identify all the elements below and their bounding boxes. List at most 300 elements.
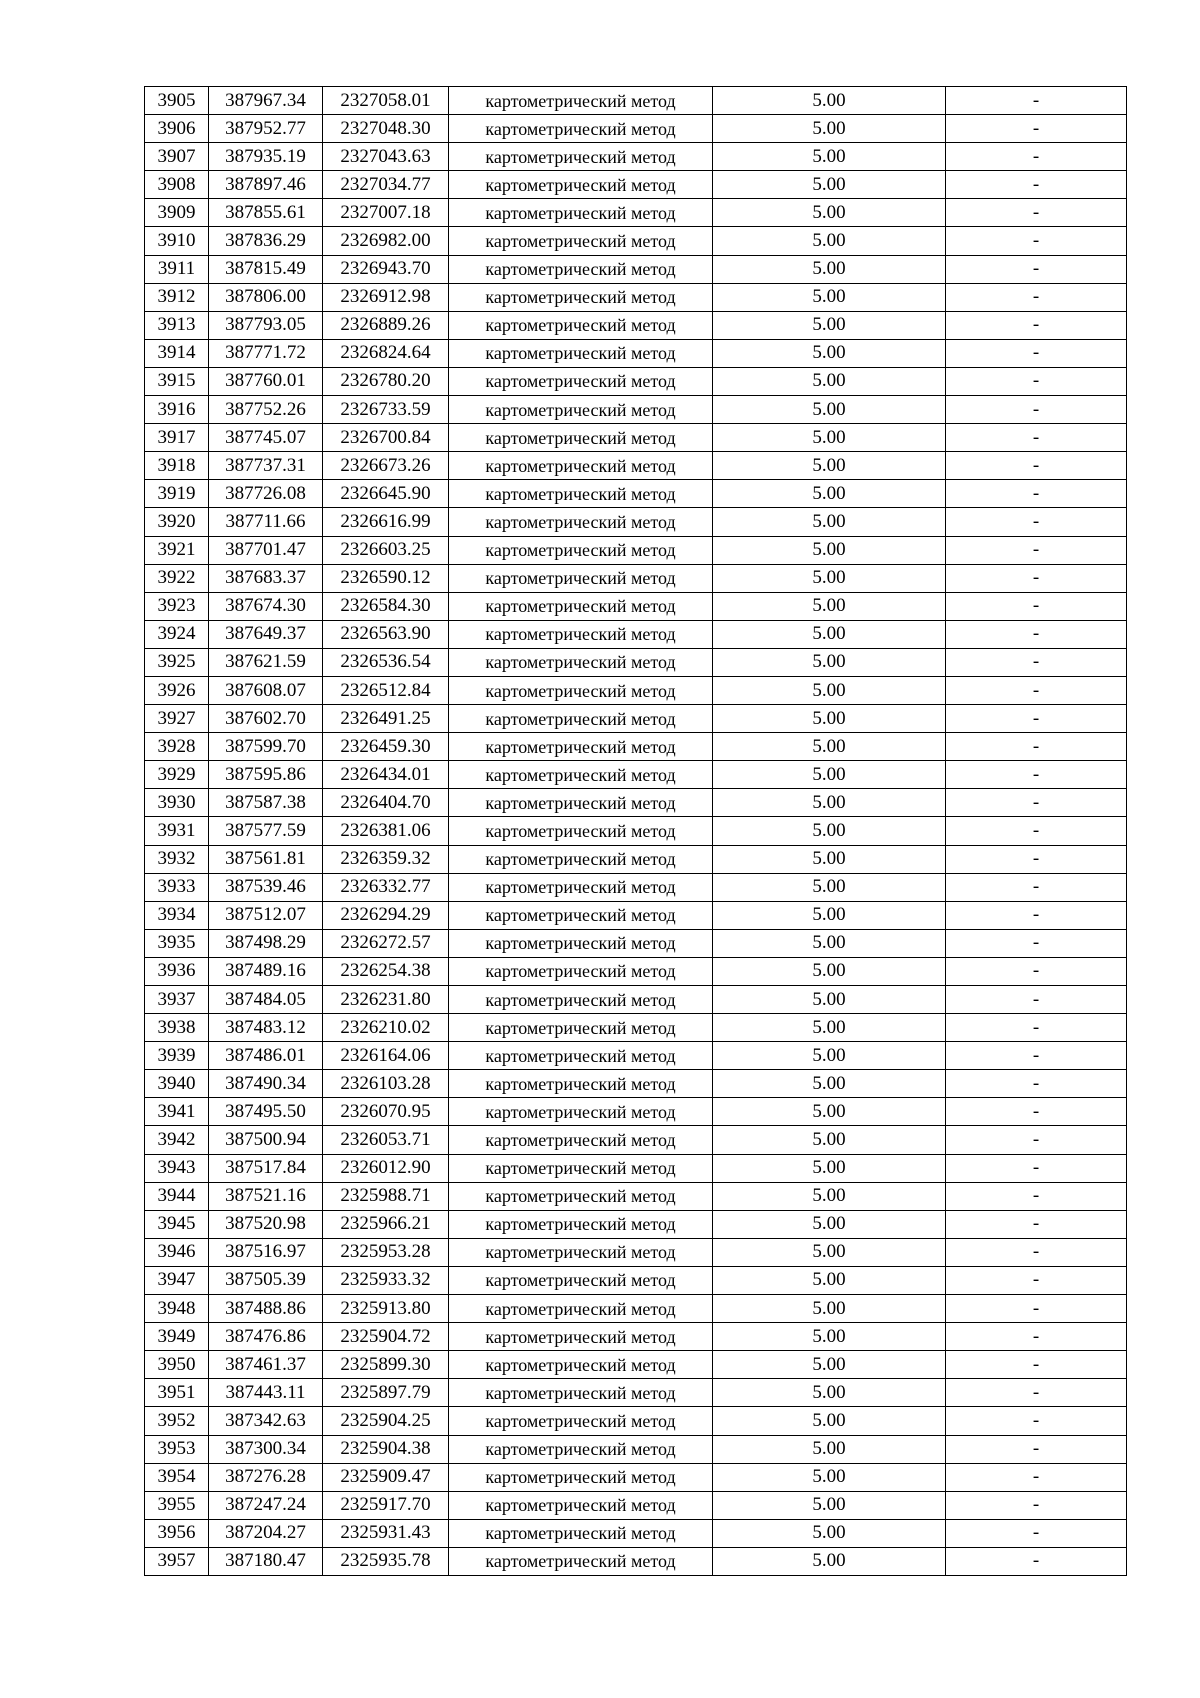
table-row (145, 705, 1127, 733)
accuracy-cell: 5.00 (713, 311, 946, 339)
accuracy-cell: 5.00 (713, 1295, 946, 1323)
description-cell: - (946, 1463, 1127, 1491)
point-number-cell: 3946 (145, 1238, 209, 1266)
y-coordinate-cell: 2326053.71 (323, 1126, 449, 1154)
x-coordinate-cell: 387595.86 (209, 761, 323, 789)
table-row (145, 452, 1127, 480)
x-coordinate-cell: 387726.08 (209, 480, 323, 508)
description-cell: - (946, 1182, 1127, 1210)
point-number-cell: 3910 (145, 227, 209, 255)
point-number-cell: 3905 (145, 87, 209, 115)
accuracy-cell: 5.00 (713, 115, 946, 143)
accuracy-cell: 5.00 (713, 1210, 946, 1238)
x-coordinate-cell: 387836.29 (209, 227, 323, 255)
point-number-cell: 3943 (145, 1154, 209, 1182)
accuracy-cell: 5.00 (713, 761, 946, 789)
description-cell: - (946, 1547, 1127, 1575)
y-coordinate-cell: 2326491.25 (323, 705, 449, 733)
y-coordinate-cell: 2325953.28 (323, 1238, 449, 1266)
description-cell: - (946, 761, 1127, 789)
point-number-cell: 3921 (145, 536, 209, 564)
point-number-cell: 3941 (145, 1098, 209, 1126)
accuracy-cell: 5.00 (713, 705, 946, 733)
y-coordinate-cell: 2326616.99 (323, 508, 449, 536)
method-cell: картометрический метод (449, 480, 713, 508)
accuracy-cell: 5.00 (713, 87, 946, 115)
table-row (145, 761, 1127, 789)
table-row (145, 873, 1127, 901)
description-cell: - (946, 929, 1127, 957)
accuracy-cell: 5.00 (713, 283, 946, 311)
table-row (145, 396, 1127, 424)
method-cell: картометрический метод (449, 199, 713, 227)
x-coordinate-cell: 387488.86 (209, 1295, 323, 1323)
table-row (145, 311, 1127, 339)
point-number-cell: 3919 (145, 480, 209, 508)
description-cell: - (946, 1435, 1127, 1463)
method-cell: картометрический метод (449, 87, 713, 115)
accuracy-cell: 5.00 (713, 367, 946, 395)
method-cell: картометрический метод (449, 1238, 713, 1266)
y-coordinate-cell: 2326536.54 (323, 648, 449, 676)
y-coordinate-cell: 2326889.26 (323, 311, 449, 339)
method-cell: картометрический метод (449, 1098, 713, 1126)
accuracy-cell: 5.00 (713, 1407, 946, 1435)
point-number-cell: 3955 (145, 1491, 209, 1519)
method-cell: картометрический метод (449, 255, 713, 283)
method-cell: картометрический метод (449, 1266, 713, 1294)
y-coordinate-cell: 2325904.72 (323, 1323, 449, 1351)
x-coordinate-cell: 387500.94 (209, 1126, 323, 1154)
accuracy-cell: 5.00 (713, 1463, 946, 1491)
x-coordinate-cell: 387539.46 (209, 873, 323, 901)
method-cell: картометрический метод (449, 957, 713, 985)
coordinates-table (144, 86, 1127, 1576)
point-number-cell: 3945 (145, 1210, 209, 1238)
x-coordinate-cell: 387517.84 (209, 1154, 323, 1182)
description-cell: - (946, 620, 1127, 648)
x-coordinate-cell: 387701.47 (209, 536, 323, 564)
method-cell: картометрический метод (449, 789, 713, 817)
point-number-cell: 3920 (145, 508, 209, 536)
table-row (145, 171, 1127, 199)
accuracy-cell: 5.00 (713, 929, 946, 957)
accuracy-cell: 5.00 (713, 143, 946, 171)
description-cell: - (946, 1491, 1127, 1519)
y-coordinate-cell: 2325931.43 (323, 1519, 449, 1547)
x-coordinate-cell: 387486.01 (209, 1042, 323, 1070)
accuracy-cell: 5.00 (713, 817, 946, 845)
method-cell: картометрический метод (449, 1323, 713, 1351)
y-coordinate-cell: 2326733.59 (323, 396, 449, 424)
point-number-cell: 3927 (145, 705, 209, 733)
accuracy-cell: 5.00 (713, 592, 946, 620)
x-coordinate-cell: 387520.98 (209, 1210, 323, 1238)
x-coordinate-cell: 387561.81 (209, 845, 323, 873)
point-number-cell: 3942 (145, 1126, 209, 1154)
y-coordinate-cell: 2325897.79 (323, 1379, 449, 1407)
description-cell: - (946, 1126, 1127, 1154)
point-number-cell: 3956 (145, 1519, 209, 1547)
table-row (145, 1014, 1127, 1042)
coordinates-table-body (145, 87, 1127, 1576)
table-row (145, 1238, 1127, 1266)
description-cell: - (946, 817, 1127, 845)
method-cell: картометрический метод (449, 1182, 713, 1210)
method-cell: картометрический метод (449, 115, 713, 143)
table-row (145, 901, 1127, 929)
accuracy-cell: 5.00 (713, 1154, 946, 1182)
table-row (145, 1042, 1127, 1070)
point-number-cell: 3957 (145, 1547, 209, 1575)
table-row (145, 929, 1127, 957)
table-row (145, 536, 1127, 564)
description-cell: - (946, 733, 1127, 761)
y-coordinate-cell: 2326459.30 (323, 733, 449, 761)
method-cell: картометрический метод (449, 536, 713, 564)
accuracy-cell: 5.00 (713, 452, 946, 480)
description-cell: - (946, 1098, 1127, 1126)
accuracy-cell: 5.00 (713, 901, 946, 929)
y-coordinate-cell: 2326332.77 (323, 873, 449, 901)
x-coordinate-cell: 387461.37 (209, 1351, 323, 1379)
method-cell: картометрический метод (449, 929, 713, 957)
description-cell: - (946, 1295, 1127, 1323)
x-coordinate-cell: 387516.97 (209, 1238, 323, 1266)
accuracy-cell: 5.00 (713, 424, 946, 452)
description-cell: - (946, 424, 1127, 452)
method-cell: картометрический метод (449, 1463, 713, 1491)
accuracy-cell: 5.00 (713, 1519, 946, 1547)
accuracy-cell: 5.00 (713, 480, 946, 508)
x-coordinate-cell: 387760.01 (209, 367, 323, 395)
description-cell: - (946, 564, 1127, 592)
description-cell: - (946, 1070, 1127, 1098)
table-row (145, 87, 1127, 115)
table-row (145, 1351, 1127, 1379)
method-cell: картометрический метод (449, 396, 713, 424)
point-number-cell: 3948 (145, 1295, 209, 1323)
point-number-cell: 3932 (145, 845, 209, 873)
y-coordinate-cell: 2325935.78 (323, 1547, 449, 1575)
table-row (145, 143, 1127, 171)
y-coordinate-cell: 2326603.25 (323, 536, 449, 564)
method-cell: картометрический метод (449, 171, 713, 199)
x-coordinate-cell: 387495.50 (209, 1098, 323, 1126)
table-row (145, 1491, 1127, 1519)
description-cell: - (946, 115, 1127, 143)
method-cell: картометрический метод (449, 1351, 713, 1379)
y-coordinate-cell: 2326824.64 (323, 339, 449, 367)
y-coordinate-cell: 2326982.00 (323, 227, 449, 255)
x-coordinate-cell: 387443.11 (209, 1379, 323, 1407)
x-coordinate-cell: 387649.37 (209, 620, 323, 648)
point-number-cell: 3953 (145, 1435, 209, 1463)
point-number-cell: 3918 (145, 452, 209, 480)
table-row (145, 367, 1127, 395)
accuracy-cell: 5.00 (713, 733, 946, 761)
y-coordinate-cell: 2326012.90 (323, 1154, 449, 1182)
point-number-cell: 3951 (145, 1379, 209, 1407)
method-cell: картометрический метод (449, 1407, 713, 1435)
point-number-cell: 3944 (145, 1182, 209, 1210)
y-coordinate-cell: 2325899.30 (323, 1351, 449, 1379)
x-coordinate-cell: 387484.05 (209, 986, 323, 1014)
y-coordinate-cell: 2326780.20 (323, 367, 449, 395)
description-cell: - (946, 1238, 1127, 1266)
point-number-cell: 3940 (145, 1070, 209, 1098)
accuracy-cell: 5.00 (713, 1182, 946, 1210)
y-coordinate-cell: 2327048.30 (323, 115, 449, 143)
y-coordinate-cell: 2327007.18 (323, 199, 449, 227)
method-cell: картометрический метод (449, 311, 713, 339)
method-cell: картометрический метод (449, 143, 713, 171)
y-coordinate-cell: 2326294.29 (323, 901, 449, 929)
accuracy-cell: 5.00 (713, 986, 946, 1014)
point-number-cell: 3924 (145, 620, 209, 648)
description-cell: - (946, 311, 1127, 339)
table-row (145, 1266, 1127, 1294)
x-coordinate-cell: 387180.47 (209, 1547, 323, 1575)
x-coordinate-cell: 387587.38 (209, 789, 323, 817)
point-number-cell: 3911 (145, 255, 209, 283)
x-coordinate-cell: 387483.12 (209, 1014, 323, 1042)
x-coordinate-cell: 387745.07 (209, 424, 323, 452)
accuracy-cell: 5.00 (713, 1491, 946, 1519)
description-cell: - (946, 1042, 1127, 1070)
description-cell: - (946, 1014, 1127, 1042)
accuracy-cell: 5.00 (713, 396, 946, 424)
point-number-cell: 3925 (145, 648, 209, 676)
point-number-cell: 3929 (145, 761, 209, 789)
point-number-cell: 3937 (145, 986, 209, 1014)
table-row (145, 339, 1127, 367)
x-coordinate-cell: 387599.70 (209, 733, 323, 761)
y-coordinate-cell: 2326231.80 (323, 986, 449, 1014)
point-number-cell: 3931 (145, 817, 209, 845)
accuracy-cell: 5.00 (713, 227, 946, 255)
y-coordinate-cell: 2326434.01 (323, 761, 449, 789)
description-cell: - (946, 1519, 1127, 1547)
method-cell: картометрический метод (449, 901, 713, 929)
description-cell: - (946, 1266, 1127, 1294)
accuracy-cell: 5.00 (713, 1323, 946, 1351)
description-cell: - (946, 1379, 1127, 1407)
description-cell: - (946, 1351, 1127, 1379)
y-coordinate-cell: 2325966.21 (323, 1210, 449, 1238)
table-row (145, 1182, 1127, 1210)
point-number-cell: 3938 (145, 1014, 209, 1042)
x-coordinate-cell: 387752.26 (209, 396, 323, 424)
table-row (145, 817, 1127, 845)
point-number-cell: 3912 (145, 283, 209, 311)
method-cell: картометрический метод (449, 1210, 713, 1238)
y-coordinate-cell: 2325988.71 (323, 1182, 449, 1210)
table-row (145, 1379, 1127, 1407)
x-coordinate-cell: 387300.34 (209, 1435, 323, 1463)
x-coordinate-cell: 387737.31 (209, 452, 323, 480)
description-cell: - (946, 1323, 1127, 1351)
table-row (145, 1407, 1127, 1435)
method-cell: картометрический метод (449, 564, 713, 592)
point-number-cell: 3939 (145, 1042, 209, 1070)
method-cell: картометрический метод (449, 1070, 713, 1098)
accuracy-cell: 5.00 (713, 199, 946, 227)
method-cell: картометрический метод (449, 1435, 713, 1463)
table-row (145, 508, 1127, 536)
y-coordinate-cell: 2325909.47 (323, 1463, 449, 1491)
table-row (145, 283, 1127, 311)
table-row (145, 676, 1127, 704)
y-coordinate-cell: 2326272.57 (323, 929, 449, 957)
point-number-cell: 3906 (145, 115, 209, 143)
point-number-cell: 3947 (145, 1266, 209, 1294)
description-cell: - (946, 536, 1127, 564)
method-cell: картометрический метод (449, 1491, 713, 1519)
description-cell: - (946, 199, 1127, 227)
x-coordinate-cell: 387276.28 (209, 1463, 323, 1491)
point-number-cell: 3917 (145, 424, 209, 452)
method-cell: картометрический метод (449, 986, 713, 1014)
accuracy-cell: 5.00 (713, 957, 946, 985)
accuracy-cell: 5.00 (713, 1266, 946, 1294)
table-row (145, 255, 1127, 283)
x-coordinate-cell: 387577.59 (209, 817, 323, 845)
table-row (145, 1323, 1127, 1351)
description-cell: - (946, 1154, 1127, 1182)
point-number-cell: 3949 (145, 1323, 209, 1351)
description-cell: - (946, 1407, 1127, 1435)
table-row (145, 1295, 1127, 1323)
x-coordinate-cell: 387952.77 (209, 115, 323, 143)
description-cell: - (946, 648, 1127, 676)
x-coordinate-cell: 387476.86 (209, 1323, 323, 1351)
description-cell: - (946, 845, 1127, 873)
x-coordinate-cell: 387621.59 (209, 648, 323, 676)
y-coordinate-cell: 2326210.02 (323, 1014, 449, 1042)
y-coordinate-cell: 2327034.77 (323, 171, 449, 199)
y-coordinate-cell: 2326584.30 (323, 592, 449, 620)
accuracy-cell: 5.00 (713, 171, 946, 199)
table-row (145, 1126, 1127, 1154)
accuracy-cell: 5.00 (713, 536, 946, 564)
y-coordinate-cell: 2326700.84 (323, 424, 449, 452)
point-number-cell: 3936 (145, 957, 209, 985)
accuracy-cell: 5.00 (713, 789, 946, 817)
method-cell: картометрический метод (449, 1042, 713, 1070)
table-row (145, 1154, 1127, 1182)
y-coordinate-cell: 2326070.95 (323, 1098, 449, 1126)
y-coordinate-cell: 2326103.28 (323, 1070, 449, 1098)
x-coordinate-cell: 387793.05 (209, 311, 323, 339)
table-row (145, 199, 1127, 227)
table-row (145, 986, 1127, 1014)
method-cell: картометрический метод (449, 676, 713, 704)
method-cell: картометрический метод (449, 592, 713, 620)
description-cell: - (946, 789, 1127, 817)
description-cell: - (946, 367, 1127, 395)
method-cell: картометрический метод (449, 873, 713, 901)
x-coordinate-cell: 387602.70 (209, 705, 323, 733)
y-coordinate-cell: 2326512.84 (323, 676, 449, 704)
description-cell: - (946, 227, 1127, 255)
description-cell: - (946, 87, 1127, 115)
accuracy-cell: 5.00 (713, 1014, 946, 1042)
y-coordinate-cell: 2326254.38 (323, 957, 449, 985)
x-coordinate-cell: 387489.16 (209, 957, 323, 985)
y-coordinate-cell: 2325904.25 (323, 1407, 449, 1435)
x-coordinate-cell: 387521.16 (209, 1182, 323, 1210)
method-cell: картометрический метод (449, 705, 713, 733)
accuracy-cell: 5.00 (713, 648, 946, 676)
method-cell: картометрический метод (449, 1154, 713, 1182)
y-coordinate-cell: 2326590.12 (323, 564, 449, 592)
x-coordinate-cell: 387608.07 (209, 676, 323, 704)
method-cell: картометрический метод (449, 1519, 713, 1547)
x-coordinate-cell: 387935.19 (209, 143, 323, 171)
y-coordinate-cell: 2326359.32 (323, 845, 449, 873)
description-cell: - (946, 283, 1127, 311)
description-cell: - (946, 592, 1127, 620)
x-coordinate-cell: 387711.66 (209, 508, 323, 536)
point-number-cell: 3934 (145, 901, 209, 929)
accuracy-cell: 5.00 (713, 676, 946, 704)
x-coordinate-cell: 387505.39 (209, 1266, 323, 1294)
description-cell: - (946, 508, 1127, 536)
description-cell: - (946, 1210, 1127, 1238)
point-number-cell: 3923 (145, 592, 209, 620)
x-coordinate-cell: 387342.63 (209, 1407, 323, 1435)
accuracy-cell: 5.00 (713, 564, 946, 592)
point-number-cell: 3909 (145, 199, 209, 227)
point-number-cell: 3914 (145, 339, 209, 367)
point-number-cell: 3935 (145, 929, 209, 957)
x-coordinate-cell: 387815.49 (209, 255, 323, 283)
accuracy-cell: 5.00 (713, 1351, 946, 1379)
point-number-cell: 3954 (145, 1463, 209, 1491)
x-coordinate-cell: 387498.29 (209, 929, 323, 957)
x-coordinate-cell: 387204.27 (209, 1519, 323, 1547)
description-cell: - (946, 339, 1127, 367)
accuracy-cell: 5.00 (713, 873, 946, 901)
y-coordinate-cell: 2326404.70 (323, 789, 449, 817)
method-cell: картометрический метод (449, 733, 713, 761)
method-cell: картометрический метод (449, 1126, 713, 1154)
accuracy-cell: 5.00 (713, 1070, 946, 1098)
table-row (145, 1435, 1127, 1463)
accuracy-cell: 5.00 (713, 1042, 946, 1070)
y-coordinate-cell: 2327058.01 (323, 87, 449, 115)
method-cell: картометрический метод (449, 339, 713, 367)
description-cell: - (946, 480, 1127, 508)
method-cell: картометрический метод (449, 227, 713, 255)
table-row (145, 789, 1127, 817)
table-row (145, 227, 1127, 255)
method-cell: картометрический метод (449, 424, 713, 452)
table-row (145, 1070, 1127, 1098)
table-row (145, 564, 1127, 592)
x-coordinate-cell: 387683.37 (209, 564, 323, 592)
method-cell: картометрический метод (449, 620, 713, 648)
point-number-cell: 3950 (145, 1351, 209, 1379)
point-number-cell: 3930 (145, 789, 209, 817)
point-number-cell: 3907 (145, 143, 209, 171)
accuracy-cell: 5.00 (713, 1098, 946, 1126)
accuracy-cell: 5.00 (713, 845, 946, 873)
method-cell: картометрический метод (449, 1547, 713, 1575)
x-coordinate-cell: 387967.34 (209, 87, 323, 115)
table-row (145, 1463, 1127, 1491)
